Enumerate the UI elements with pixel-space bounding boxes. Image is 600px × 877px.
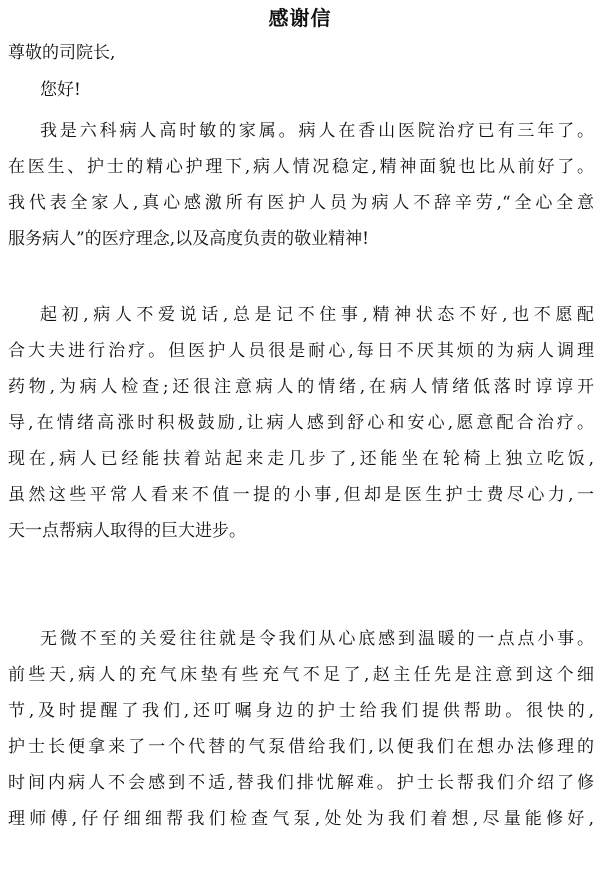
paragraph-2 <box>8 297 594 549</box>
paragraph-line: 节,及时提醒了我们,还叮嘱身边的护士给我们提供帮助。很快的, <box>8 701 594 721</box>
paragraph-line: 在医生、护士的精心护理下,病人情况稳定,精神面貌也比从前好了。 <box>8 157 594 177</box>
letter-title: 感谢信 <box>268 6 332 30</box>
paragraph-line: 起初,病人不爱说话,总是记不住事,精神状态不好,也不愿配 <box>40 305 594 325</box>
paragraph-line: 时间内病人不会感到不适,替我们排忧解难。护士长帮我们介绍了修 <box>8 773 594 793</box>
paragraph-line: 我是六科病人高时敏的家属。病人在香山医院治疗已有三年了。 <box>40 121 594 141</box>
paragraph-line: 护士长便拿来了一个代替的气泵借给我们,以便我们在想办法修理的 <box>8 737 594 757</box>
paragraph-line: 合大夫进行治疗。但医护人员很是耐心,每日不厌其烦的为病人调理 <box>8 341 594 361</box>
paragraph-3 <box>8 621 594 837</box>
paragraph-line: 服务病人”的医疗理念,以及高度负责的敬业精神! <box>8 229 369 249</box>
paragraph-line: 前些天,病人的充气床垫有些充气不足了,赵主任先是注意到这个细 <box>8 665 594 685</box>
paragraph-line: 虽然这些平常人看来不值一提的小事,但却是医生护士费尽心力,一 <box>8 485 594 505</box>
greeting: 您好! <box>40 80 81 100</box>
paragraph-line: 理师傅,仔仔细细帮我们检查气泵,处处为我们着想,尽量能修好, <box>8 809 594 829</box>
paragraph-line: 药物,为病人检查;还很注意病人的情绪,在病人情绪低落时谆谆开 <box>8 377 594 397</box>
paragraph-line: 导,在情绪高涨时积极鼓励,让病人感到舒心和安心,愿意配合治疗。 <box>8 413 594 433</box>
paragraph-line: 天一点帮病人取得的巨大进步。 <box>8 521 246 541</box>
paragraph-line: 我代表全家人,真心感激所有医护人员为病人不辞辛劳,“全心全意 <box>8 193 594 213</box>
paragraph-1 <box>8 113 594 257</box>
paragraph-line: 现在,病人已经能扶着站起来走几步了,还能坐在轮椅上独立吃饭, <box>8 449 594 469</box>
paragraph-line: 无微不至的关爱往往就是令我们从心底感到温暖的一点点小事。 <box>40 629 594 649</box>
salutation: 尊敬的司院长, <box>8 43 116 63</box>
